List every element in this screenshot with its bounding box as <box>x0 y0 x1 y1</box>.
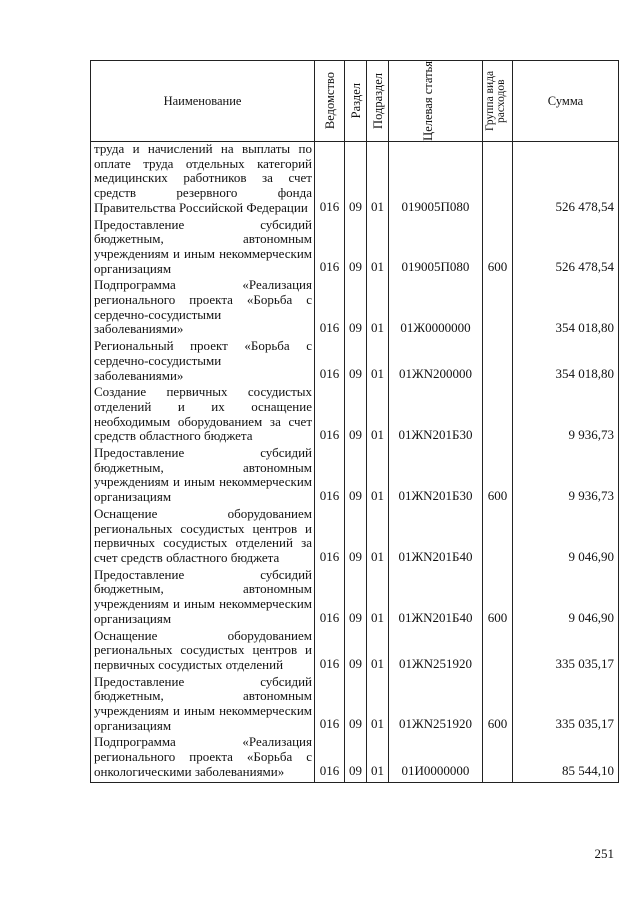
table-header-row <box>91 61 619 142</box>
cell-podrazdel: 01 <box>367 568 389 629</box>
table-row <box>91 446 619 507</box>
cell-expense-group: 600 <box>483 218 513 279</box>
cell-razdel: 09 <box>345 142 367 218</box>
cell-expense-group <box>483 278 513 339</box>
cell-vedomstvo: 016 <box>315 218 345 279</box>
cell-sum: 354 018,80 <box>513 278 619 339</box>
cell-target-article: 01ЖN201Б30 <box>389 446 483 507</box>
cell-razdel: 09 <box>345 278 367 339</box>
cell-expense-group: 600 <box>483 446 513 507</box>
cell-expense-group <box>483 507 513 568</box>
cell-target-article: 01ЖN251920 <box>389 675 483 736</box>
cell-target-article: 01ЖN201Б40 <box>389 507 483 568</box>
table-row <box>91 142 619 218</box>
cell-podrazdel: 01 <box>367 385 389 446</box>
cell-name: Подпрограмма «Реализация регионального проекта «Борьба с онкологическими заболеваниями» <box>91 735 315 782</box>
cell-name: Создание первичных сосудистых отделений и их оснащение необходимым оборудованием за счет средств областного бюджета <box>91 385 315 446</box>
cell-podrazdel: 01 <box>367 675 389 736</box>
cell-podrazdel: 01 <box>367 629 389 675</box>
cell-target-article: 01ЖN251920 <box>389 629 483 675</box>
table-row <box>91 629 619 675</box>
header-razdel: Раздел <box>345 61 367 142</box>
cell-expense-group <box>483 629 513 675</box>
cell-name: Региональный проект «Борьба с сердечно-сосудистыми заболеваниями» <box>91 339 315 385</box>
cell-sum: 354 018,80 <box>513 339 619 385</box>
cell-razdel: 09 <box>345 385 367 446</box>
table-row <box>91 735 619 782</box>
cell-name: Предоставление субсидий бюджетным, автономным учреждениям и иным некоммерческим организациям <box>91 568 315 629</box>
cell-razdel: 09 <box>345 675 367 736</box>
cell-sum: 9 936,73 <box>513 385 619 446</box>
header-sum: Сумма <box>513 61 619 142</box>
table-row <box>91 507 619 568</box>
cell-sum: 335 035,17 <box>513 675 619 736</box>
cell-target-article: 019005П080 <box>389 142 483 218</box>
cell-razdel: 09 <box>345 339 367 385</box>
header-name: Наименование <box>91 61 315 142</box>
cell-sum: 335 035,17 <box>513 629 619 675</box>
cell-name: Оснащение оборудованием региональных сосудистых центров и первичных сосудистых отделений <box>91 629 315 675</box>
cell-vedomstvo: 016 <box>315 142 345 218</box>
cell-target-article: 019005П080 <box>389 218 483 279</box>
cell-podrazdel: 01 <box>367 278 389 339</box>
cell-expense-group <box>483 385 513 446</box>
cell-podrazdel: 01 <box>367 142 389 218</box>
cell-sum: 526 478,54 <box>513 218 619 279</box>
cell-name: Предоставление субсидий бюджетным, автономным учреждениям и иным некоммерческим организациям <box>91 675 315 736</box>
cell-vedomstvo: 016 <box>315 629 345 675</box>
cell-razdel: 09 <box>345 629 367 675</box>
cell-target-article: 01Ж0000000 <box>389 278 483 339</box>
cell-sum: 9 046,90 <box>513 507 619 568</box>
page-number: 251 <box>594 846 614 861</box>
cell-sum: 9 046,90 <box>513 568 619 629</box>
cell-expense-group: 600 <box>483 568 513 629</box>
header-vedomstvo: Ведомство <box>315 61 345 142</box>
cell-expense-group <box>483 339 513 385</box>
budget-table <box>90 60 619 783</box>
cell-name: Подпрограмма «Реализация регионального проекта «Борьба с сердечно-сосудистыми заболеваниями» <box>91 278 315 339</box>
cell-name: труда и начислений на выплаты по оплате труда отдельных категорий медицинских работников за счет средств резервного фонда Правительства Российской Федерации <box>91 142 315 218</box>
cell-razdel: 09 <box>345 568 367 629</box>
cell-podrazdel: 01 <box>367 507 389 568</box>
cell-target-article: 01ЖN200000 <box>389 339 483 385</box>
header-target-article: Целевая статья <box>389 61 483 142</box>
cell-razdel: 09 <box>345 735 367 782</box>
cell-name: Оснащение оборудованием региональных сосудистых центров и первичных сосудистых отделений за счет средств областного бюджета <box>91 507 315 568</box>
cell-target-article: 01И0000000 <box>389 735 483 782</box>
cell-sum: 9 936,73 <box>513 446 619 507</box>
cell-razdel: 09 <box>345 446 367 507</box>
table-row <box>91 568 619 629</box>
cell-sum: 526 478,54 <box>513 142 619 218</box>
cell-vedomstvo: 016 <box>315 278 345 339</box>
cell-podrazdel: 01 <box>367 446 389 507</box>
table-row <box>91 385 619 446</box>
cell-expense-group <box>483 142 513 218</box>
cell-target-article: 01ЖN201Б30 <box>389 385 483 446</box>
cell-vedomstvo: 016 <box>315 568 345 629</box>
cell-razdel: 09 <box>345 218 367 279</box>
table-row <box>91 278 619 339</box>
cell-razdel: 09 <box>345 507 367 568</box>
cell-vedomstvo: 016 <box>315 507 345 568</box>
header-expense-group: Группа вида расходов <box>483 61 513 142</box>
cell-expense-group: 600 <box>483 675 513 736</box>
cell-name: Предоставление субсидий бюджетным, автономным учреждениям и иным некоммерческим организациям <box>91 446 315 507</box>
cell-podrazdel: 01 <box>367 218 389 279</box>
cell-podrazdel: 01 <box>367 339 389 385</box>
cell-sum: 85 544,10 <box>513 735 619 782</box>
table-row <box>91 339 619 385</box>
cell-vedomstvo: 016 <box>315 675 345 736</box>
cell-vedomstvo: 016 <box>315 735 345 782</box>
cell-podrazdel: 01 <box>367 735 389 782</box>
cell-expense-group <box>483 735 513 782</box>
table-row <box>91 675 619 736</box>
header-podrazdel: Подраздел <box>367 61 389 142</box>
cell-target-article: 01ЖN201Б40 <box>389 568 483 629</box>
cell-vedomstvo: 016 <box>315 446 345 507</box>
table-row <box>91 218 619 279</box>
cell-vedomstvo: 016 <box>315 385 345 446</box>
cell-name: Предоставление субсидий бюджетным, автономным учреждениям и иным некоммерческим организациям <box>91 218 315 279</box>
cell-vedomstvo: 016 <box>315 339 345 385</box>
